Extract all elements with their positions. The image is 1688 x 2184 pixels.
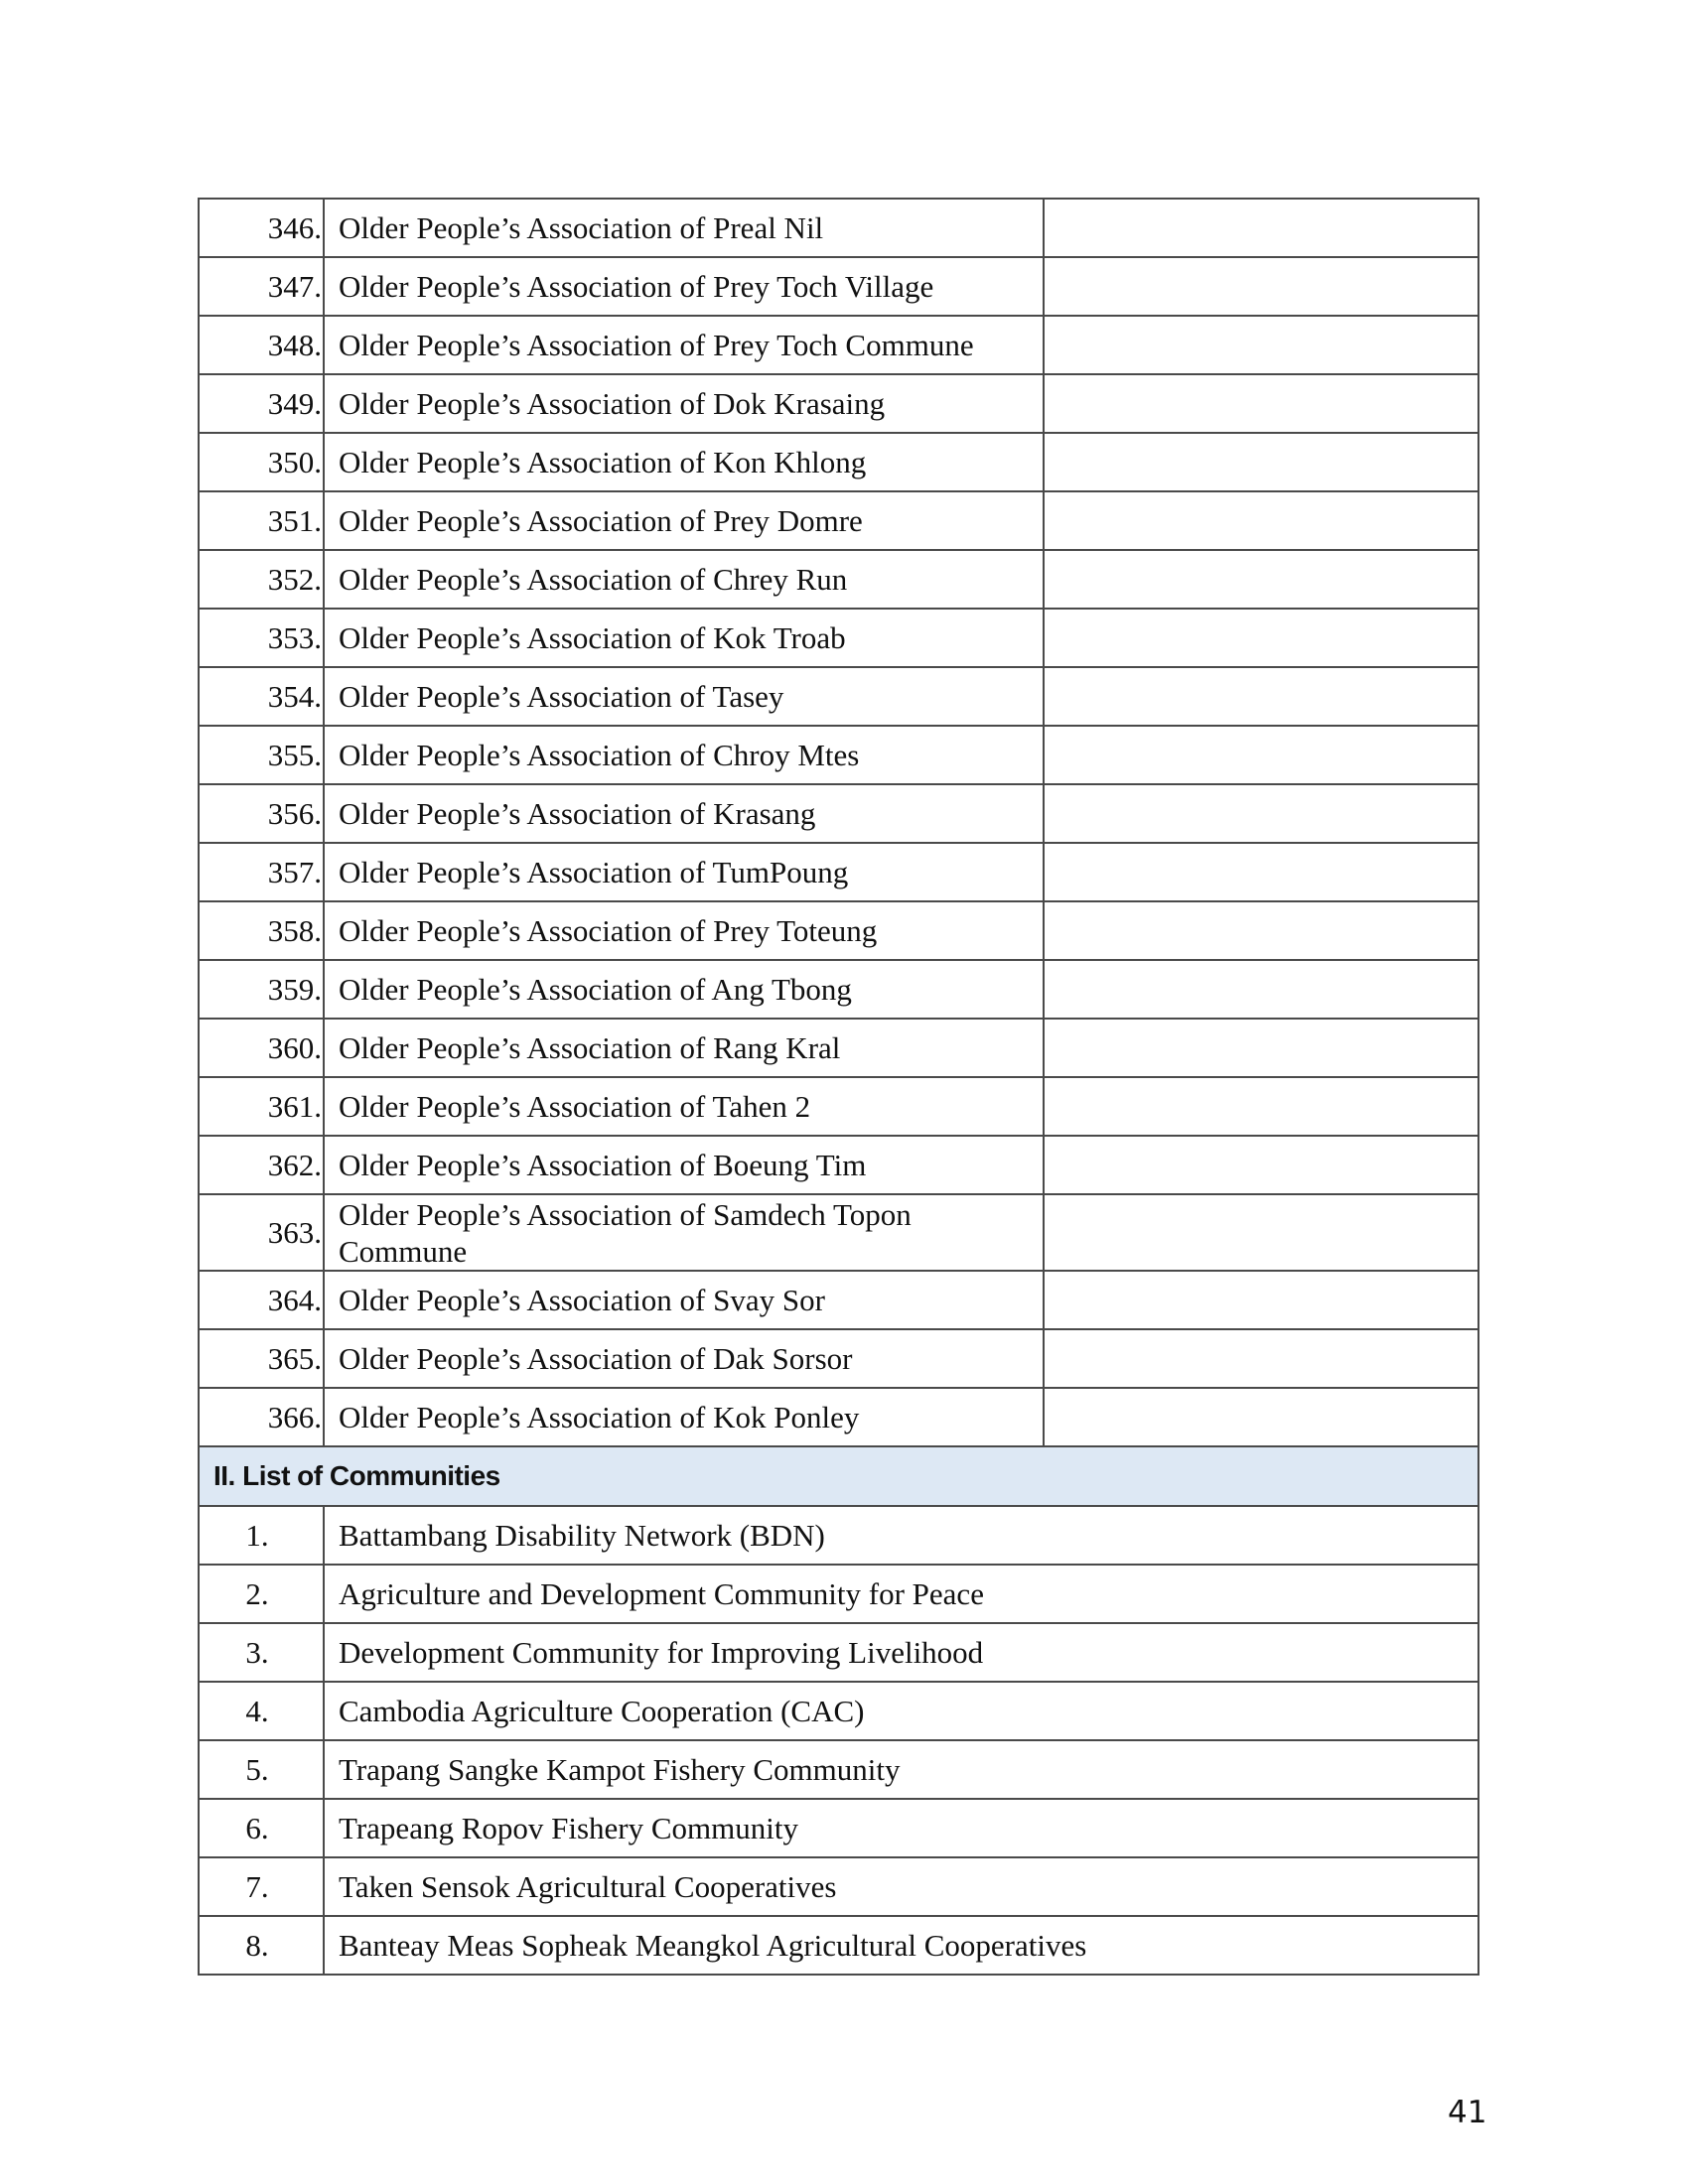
table-row xyxy=(199,960,1478,1019)
row-number: 2. xyxy=(199,1565,324,1623)
community-name: Taken Sensok Agricultural Cooperatives xyxy=(324,1857,1478,1916)
row-number: 351. xyxy=(199,491,324,550)
empty-cell xyxy=(1044,433,1478,491)
row-number: 6. xyxy=(199,1799,324,1857)
table-row xyxy=(199,784,1478,843)
empty-cell xyxy=(1044,784,1478,843)
community-name: Battambang Disability Network (BDN) xyxy=(324,1506,1478,1565)
table-row xyxy=(199,901,1478,960)
row-number: 360. xyxy=(199,1019,324,1077)
row-number: 349. xyxy=(199,374,324,433)
row-number: 352. xyxy=(199,550,324,609)
table-row xyxy=(199,1388,1478,1446)
row-number: 3. xyxy=(199,1623,324,1682)
table-row xyxy=(199,1740,1478,1799)
organization-name: Older People’s Association of Dak Sorsor xyxy=(324,1329,1044,1388)
organization-name: Older People’s Association of Boeung Tim xyxy=(324,1136,1044,1194)
organization-name: Older People’s Association of Kon Khlong xyxy=(324,433,1044,491)
table-row xyxy=(199,1329,1478,1388)
table-row xyxy=(199,374,1478,433)
empty-cell xyxy=(1044,550,1478,609)
empty-cell xyxy=(1044,1136,1478,1194)
community-name: Development Community for Improving Livelihood xyxy=(324,1623,1478,1682)
row-number: 366. xyxy=(199,1388,324,1446)
community-name: Trapeang Ropov Fishery Community xyxy=(324,1799,1478,1857)
table-row xyxy=(199,1019,1478,1077)
section-title: II. List of Communities xyxy=(199,1446,1478,1506)
organization-name: Older People’s Association of Samdech Topon Commune xyxy=(324,1194,1044,1271)
row-number: 347. xyxy=(199,257,324,316)
older-peoples-associations-list xyxy=(199,199,1478,1446)
organization-name: Older People’s Association of TumPoung xyxy=(324,843,1044,901)
organization-name: Older People’s Association of Krasang xyxy=(324,784,1044,843)
community-name: Trapang Sangke Kampot Fishery Community xyxy=(324,1740,1478,1799)
organization-name: Older People’s Association of Ang Tbong xyxy=(324,960,1044,1019)
table-row xyxy=(199,667,1478,726)
row-number: 350. xyxy=(199,433,324,491)
empty-cell xyxy=(1044,609,1478,667)
table-row xyxy=(199,1194,1478,1271)
row-number: 357. xyxy=(199,843,324,901)
table-row xyxy=(199,491,1478,550)
row-number: 4. xyxy=(199,1682,324,1740)
empty-cell xyxy=(1044,374,1478,433)
empty-cell xyxy=(1044,1329,1478,1388)
row-number: 355. xyxy=(199,726,324,784)
table-row xyxy=(199,1682,1478,1740)
table-row xyxy=(199,199,1478,257)
empty-cell xyxy=(1044,257,1478,316)
empty-cell xyxy=(1044,1019,1478,1077)
section-header-row xyxy=(199,1446,1478,1506)
row-number: 348. xyxy=(199,316,324,374)
table-row xyxy=(199,1136,1478,1194)
table-row xyxy=(199,1623,1478,1682)
organization-name: Older People’s Association of Kok Troab xyxy=(324,609,1044,667)
empty-cell xyxy=(1044,843,1478,901)
table-row xyxy=(199,726,1478,784)
empty-cell xyxy=(1044,726,1478,784)
organization-name: Older People’s Association of Tasey xyxy=(324,667,1044,726)
row-number: 1. xyxy=(199,1506,324,1565)
empty-cell xyxy=(1044,901,1478,960)
organization-name: Older People’s Association of Chroy Mtes xyxy=(324,726,1044,784)
organization-name: Older People’s Association of Prey Toch Commune xyxy=(324,316,1044,374)
organization-name: Older People’s Association of Svay Sor xyxy=(324,1271,1044,1329)
organization-name: Older People’s Association of Prey Toch Village xyxy=(324,257,1044,316)
table-row xyxy=(199,1799,1478,1857)
table-row xyxy=(199,843,1478,901)
community-name: Agriculture and Development Community for Peace xyxy=(324,1565,1478,1623)
page-number: 41 xyxy=(1448,2095,1487,2130)
row-number: 8. xyxy=(199,1916,324,1975)
organization-name: Older People’s Association of Prey Domre xyxy=(324,491,1044,550)
row-number: 354. xyxy=(199,667,324,726)
row-number: 5. xyxy=(199,1740,324,1799)
table-row xyxy=(199,316,1478,374)
row-number: 353. xyxy=(199,609,324,667)
row-number: 363. xyxy=(199,1194,324,1271)
row-number: 361. xyxy=(199,1077,324,1136)
table-row xyxy=(199,1916,1478,1975)
organization-name: Older People’s Association of Preal Nil xyxy=(324,199,1044,257)
empty-cell xyxy=(1044,960,1478,1019)
community-name: Cambodia Agriculture Cooperation (CAC) xyxy=(324,1682,1478,1740)
organization-name: Older People’s Association of Tahen 2 xyxy=(324,1077,1044,1136)
empty-cell xyxy=(1044,1388,1478,1446)
empty-cell xyxy=(1044,491,1478,550)
table-row xyxy=(199,1506,1478,1565)
empty-cell xyxy=(1044,1271,1478,1329)
table-row xyxy=(199,550,1478,609)
row-number: 365. xyxy=(199,1329,324,1388)
row-number: 7. xyxy=(199,1857,324,1916)
organization-name: Older People’s Association of Kok Ponley xyxy=(324,1388,1044,1446)
row-number: 358. xyxy=(199,901,324,960)
row-number: 364. xyxy=(199,1271,324,1329)
organization-name: Older People’s Association of Chrey Run xyxy=(324,550,1044,609)
organizations-table xyxy=(198,198,1479,1976)
empty-cell xyxy=(1044,199,1478,257)
empty-cell xyxy=(1044,667,1478,726)
row-number: 356. xyxy=(199,784,324,843)
empty-cell xyxy=(1044,316,1478,374)
empty-cell xyxy=(1044,1194,1478,1271)
organization-name: Older People’s Association of Rang Kral xyxy=(324,1019,1044,1077)
row-number: 346. xyxy=(199,199,324,257)
empty-cell xyxy=(1044,1077,1478,1136)
table-row xyxy=(199,609,1478,667)
table-row xyxy=(199,1077,1478,1136)
table-row xyxy=(199,1565,1478,1623)
communities-list xyxy=(199,1506,1478,1975)
table-row xyxy=(199,1857,1478,1916)
table-row xyxy=(199,1271,1478,1329)
organization-name: Older People’s Association of Prey Toteung xyxy=(324,901,1044,960)
table-row xyxy=(199,257,1478,316)
table-row xyxy=(199,433,1478,491)
communities-section xyxy=(199,1446,1478,1506)
row-number: 359. xyxy=(199,960,324,1019)
row-number: 362. xyxy=(199,1136,324,1194)
community-name: Banteay Meas Sopheak Meangkol Agricultural Cooperatives xyxy=(324,1916,1478,1975)
organization-name: Older People’s Association of Dok Krasaing xyxy=(324,374,1044,433)
